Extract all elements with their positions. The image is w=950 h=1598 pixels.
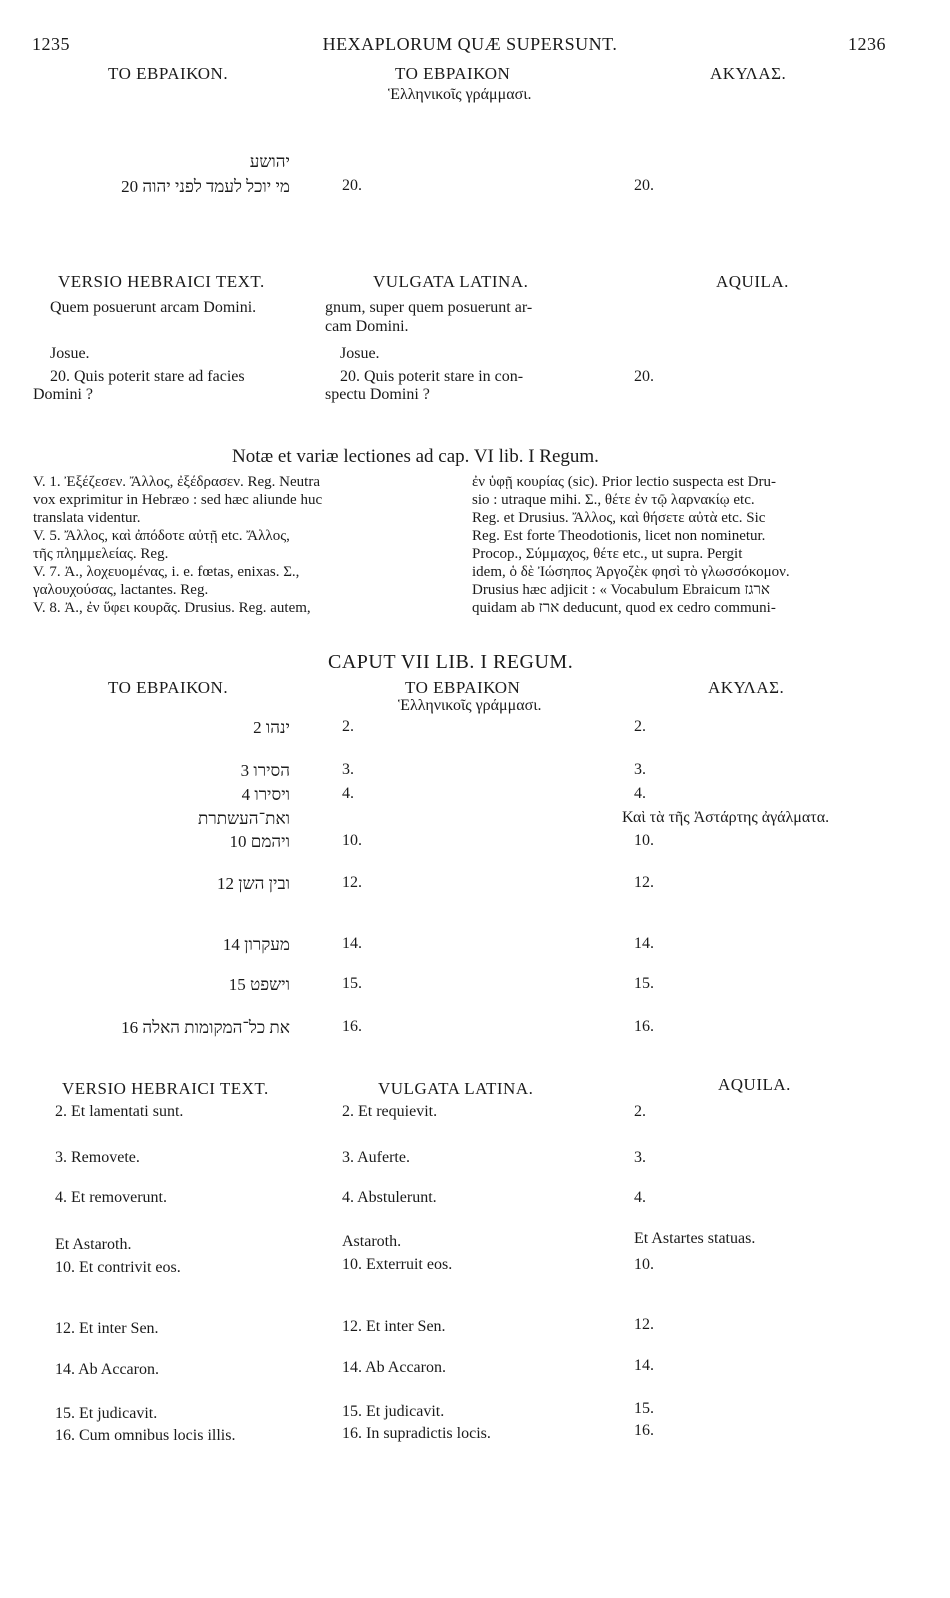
note-line: τῆς πλημμελείας. Reg. <box>33 546 169 562</box>
text-line: 2. Et lamentati sunt. <box>55 1103 184 1120</box>
verse-number: 15. <box>342 975 362 992</box>
note-line: idem, ὁ δὲ Ἰώσηπος Ἀργοζὲκ φησὶ τὸ γλωσσόκομον. <box>472 564 790 580</box>
notes-title: Notæ et variæ lectiones ad cap. VI lib. I Regum. <box>232 446 599 467</box>
verse-number: 14. <box>634 935 654 952</box>
page-number-left: 1235 <box>32 34 70 54</box>
text-line: Josue. <box>340 345 380 362</box>
header-hebrew-greek-sub: Ἑλληνικοῖς γράμμασι. <box>388 86 532 103</box>
verse-number: 4. <box>634 785 646 802</box>
note-line: V. 5. Ἄλλος, καὶ ἀπόδοτε αὐτῇ etc. Ἄλλος, <box>33 528 290 544</box>
running-title: HEXAPLORUM QUÆ SUPERSUNT. <box>322 34 618 54</box>
page-number-right: 1236 <box>848 34 886 54</box>
text-line: 15. Et judicavit. <box>55 1405 158 1422</box>
verse-number: 12. <box>634 1316 654 1333</box>
header-hebrew-greek: ΤΟ ΕΒΡΑΙΚΟΝ <box>395 64 511 83</box>
text-line: gnum, super quem posuerunt ar- <box>325 299 533 316</box>
header-hebrew-greek-sub: Ἑλληνικοῖς γράμμασι. <box>398 697 542 714</box>
hebrew-verse-20: מי יוכל לעמד לפני יהוה 20 <box>121 177 290 196</box>
text-line: 3. Removete. <box>55 1149 140 1166</box>
note-line: V. 7. Ἀ., λοχευομένας, i. e. fœtas, enixas. Σ., <box>33 564 300 580</box>
hebrew-joshua: יהושע <box>249 152 290 171</box>
text-line: 10. Exterruit eos. <box>342 1256 453 1273</box>
note-line: Reg. et Drusius. Ἄλλος, καὶ θήσετε αὐτὰ etc. Sic <box>472 510 766 526</box>
hebrew-line: ויהמם 10 <box>229 832 290 851</box>
text-line: 16. In supradictis locis. <box>342 1425 491 1442</box>
verse-number: 14. <box>342 935 362 952</box>
header-versio: VERSIO HEBRAICI TEXT. <box>58 272 265 291</box>
verse-number: 20. <box>634 368 654 385</box>
text-line: 4. Et removerunt. <box>55 1189 167 1206</box>
verse-number: 20. <box>634 177 654 194</box>
note-line: Procop., Σύμμαχος, θέτε etc., ut supra. Pergit <box>472 546 743 562</box>
hebrew-line: ואת־העשתרת <box>198 809 290 828</box>
hebrew-line: ינהו 2 <box>253 718 290 737</box>
text-line: 14. Ab Accaron. <box>55 1361 159 1378</box>
hebrew-line: את כל־המקומות האלה 16 <box>121 1018 290 1037</box>
verse-number: 10. <box>342 832 362 849</box>
text-line: spectu Domini ? <box>325 386 430 403</box>
verse-number: 3. <box>342 761 354 778</box>
hebrew-line: מעקרון 14 <box>222 935 290 954</box>
verse-number: 15. <box>634 1400 654 1417</box>
text-line: 15. Et judicavit. <box>342 1403 445 1420</box>
verse-number: 3. <box>634 761 646 778</box>
hebrew-line: ובין השן 12 <box>217 874 290 893</box>
header-aquila-latin: AQUILA. <box>716 272 789 291</box>
note-line: translata videntur. <box>33 510 141 526</box>
header-aquila: ΑΚΥΛΑΣ. <box>708 678 785 697</box>
header-aquila: ΑΚΥΛΑΣ. <box>710 64 787 83</box>
aquila-latin-text: Et Astartes statuas. <box>634 1230 756 1247</box>
verse-number: 4. <box>634 1189 646 1206</box>
verse-number: 10. <box>634 1256 654 1273</box>
verse-number: 16. <box>634 1018 654 1035</box>
verse-number: 10. <box>634 832 654 849</box>
note-line: sio : utraque mihi. Σ., θέτε ἐν τῷ λαρνακίῳ etc. <box>472 492 755 508</box>
verse-number: 4. <box>342 785 354 802</box>
verse-number: 14. <box>634 1357 654 1374</box>
text-line: Et Astaroth. <box>55 1236 132 1253</box>
note-line: vox exprimitur in Hebræo : sed hæc aliunde huc <box>33 492 323 508</box>
text-line: 2. Et requievit. <box>342 1103 438 1120</box>
note-line: Reg. Est forte Theodotionis, licet non nominetur. <box>472 528 766 544</box>
text-line: 12. Et inter Sen. <box>55 1320 159 1337</box>
text-line: cam Domini. <box>325 318 409 335</box>
note-line: ἐν ὑφῇ κουρίας (sic). Prior lectio suspecta est Dru- <box>472 474 777 490</box>
header-vulgata: VULGATA LATINA. <box>373 272 529 291</box>
text-line: Quem posuerunt arcam Domini. <box>50 299 257 316</box>
aquila-greek-text: Καὶ τὰ τῆς Ἀστάρτης ἀγάλματα. <box>622 809 830 826</box>
chapter-title: CAPUT VII LIB. I REGUM. <box>328 651 574 673</box>
verse-number: 2. <box>342 718 354 735</box>
header-aquila-latin: AQUILA. <box>718 1075 791 1094</box>
text-line: 20. Quis poterit stare in con- <box>340 368 524 385</box>
hebrew-line: הסירו 3 <box>240 761 290 780</box>
hebrew-line: וישפט 15 <box>228 975 290 994</box>
text-line: Domini ? <box>33 386 93 403</box>
notes-right-column <box>472 473 790 617</box>
notes-left-column <box>33 473 322 617</box>
header-hebrew-greek: ΤΟ ΕΒΡΑΙΚΟΝ <box>405 678 521 697</box>
verse-number: 2. <box>634 1103 646 1120</box>
text-line: Josue. <box>50 345 90 362</box>
text-line: Astaroth. <box>342 1233 402 1250</box>
note-line: V. 1. Ἐξέζεσεν. Ἄλλος, ἐξέδρασεν. Reg. Neutra <box>33 474 320 490</box>
header-hebrew: ΤΟ ΕΒΡΑΙΚΟΝ. <box>108 678 229 697</box>
note-line: V. 8. Ἀ., ἐν ὕφει κουρᾶς. Drusius. Reg. autem, <box>33 600 311 616</box>
header-hebrew: ΤΟ ΕΒΡΑΙΚΟΝ. <box>108 64 229 83</box>
hebrew-line: ויסירו 4 <box>241 785 290 804</box>
verse-number: 16. <box>634 1422 654 1439</box>
verse-number: 15. <box>634 975 654 992</box>
verse-number: 12. <box>342 874 362 891</box>
verse-number: 20. <box>342 177 362 194</box>
note-line: Drusius hæc adjicit : « Vocabulum Ebraicum ארגז <box>472 582 770 598</box>
verse-number: 2. <box>634 718 646 735</box>
text-line: 12. Et inter Sen. <box>342 1318 446 1335</box>
header-versio: VERSIO HEBRAICI TEXT. <box>62 1079 269 1098</box>
text-line: 14. Ab Accaron. <box>342 1359 446 1376</box>
text-line: 20. Quis poterit stare ad facies <box>50 368 245 385</box>
note-line: quidam ab ארז deducunt, quod ex cedro communi- <box>472 600 776 616</box>
verse-number: 3. <box>634 1149 646 1166</box>
verse-number: 16. <box>342 1018 362 1035</box>
header-vulgata: VULGATA LATINA. <box>378 1079 534 1098</box>
text-line: 10. Et contrivit eos. <box>55 1259 181 1276</box>
text-line: 4. Abstulerunt. <box>342 1189 437 1206</box>
verse-number: 12. <box>634 874 654 891</box>
text-line: 3. Auferte. <box>342 1149 410 1166</box>
text-line: 16. Cum omnibus locis illis. <box>55 1427 236 1444</box>
note-line: γαλουχούσας, lactantes. Reg. <box>33 582 209 598</box>
